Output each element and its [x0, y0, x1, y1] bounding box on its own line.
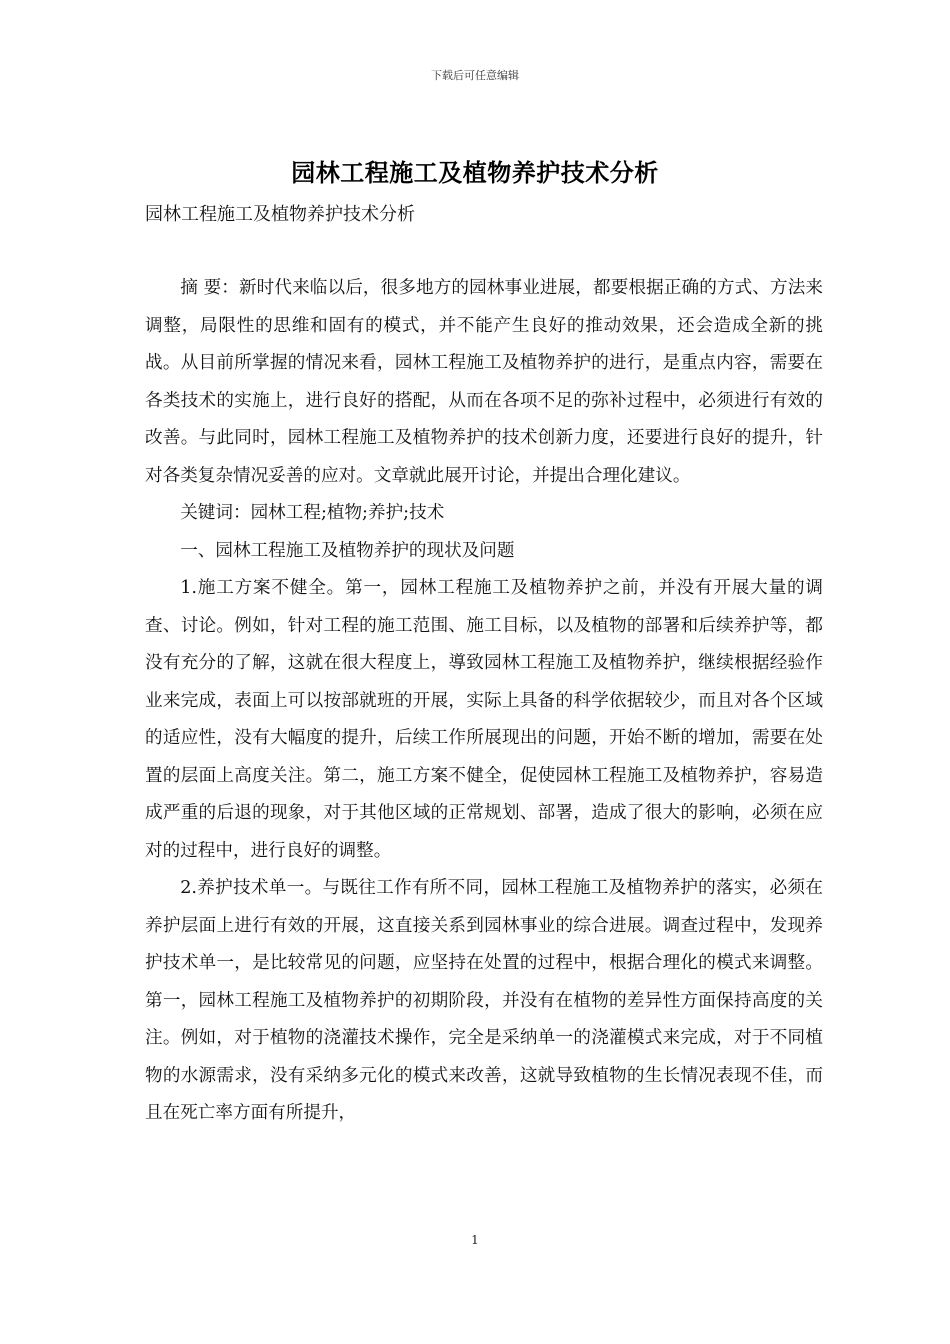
- keywords-paragraph: 关键词：园林工程;植物;养护;技术: [180, 503, 445, 523]
- header-note: 下载后可任意编辑: [431, 69, 519, 82]
- abstract-paragraph: 摘 要：新时代来临以后，很多地方的园林事业进展，都要根据正确的方式、方法来调整，局限性的思维和固有的模式，并不能产生良好的推动效果，还会造成全新的挑战。从目前所掌握的情况来看，园林工程施工及植物养护的进行，是重点内容，需要在各类技术的实施上，进行良好的搭配，从而在各项不足的弥补过程中，必须进行有效的改善。与此同时，园林工程施工及植物养护的技术创新力度，还要进行良好的提升，针对各类复杂情况妥善的应对。文章就此展开讨论，并提出合理化建议。: [145, 278, 823, 486]
- section-heading: 一、园林工程施工及植物养护的现状及问题: [180, 540, 515, 561]
- page-number: 1: [471, 1233, 479, 1247]
- document-body: [145, 270, 823, 1133]
- body-paragraph: 2.养护技术单一。与既往工作有所不同，园林工程施工及植物养护的落实，必须在养护层面上进行有效的开展，这直接关系到园林事业的综合进展。调查过程中，发现养护技术单一，是比较常见的问题，应坚持在处置的过程中，根据合理化的模式来调整。第一，园林工程施工及植物养护的初期阶段，并没有在植物的差异性方面保持高度的关注。例如，对于植物的浇灌技术操作，完全是采纳单一的浇灌模式来完成，对于不同植物的水源需求，没有采纳多元化的模式来改善，这就导致植物的生长情况表现不佳，而且在死亡率方面有所提升，: [145, 878, 823, 1123]
- body-paragraph: 1.施工方案不健全。第一，园林工程施工及植物养护之前，并没有开展大量的调查、讨论。例如，针对工程的施工范围、施工目标，以及植物的部署和后续养护等，都没有充分的了解，这就在很大程度上，導致园林工程施工及植物养护，继续根据经验作业来完成，表面上可以按部就班的开展，实际上具备的科学依据较少，而且对各个区域的适应性，没有大幅度的提升，后续工作所展现出的问题，开始不断的增加，需要在处置的层面上高度关注。第二，施工方案不健全，促使园林工程施工及植物养护，容易造成严重的后退的现象，对于其他区域的正常规划、部署，造成了很大的影响，必须在应对的过程中，进行良好的调整。: [145, 578, 823, 861]
- document-title: 园林工程施工及植物养护技术分析: [291, 159, 659, 187]
- document-subtitle: 园林工程施工及植物养护技术分析: [145, 204, 415, 225]
